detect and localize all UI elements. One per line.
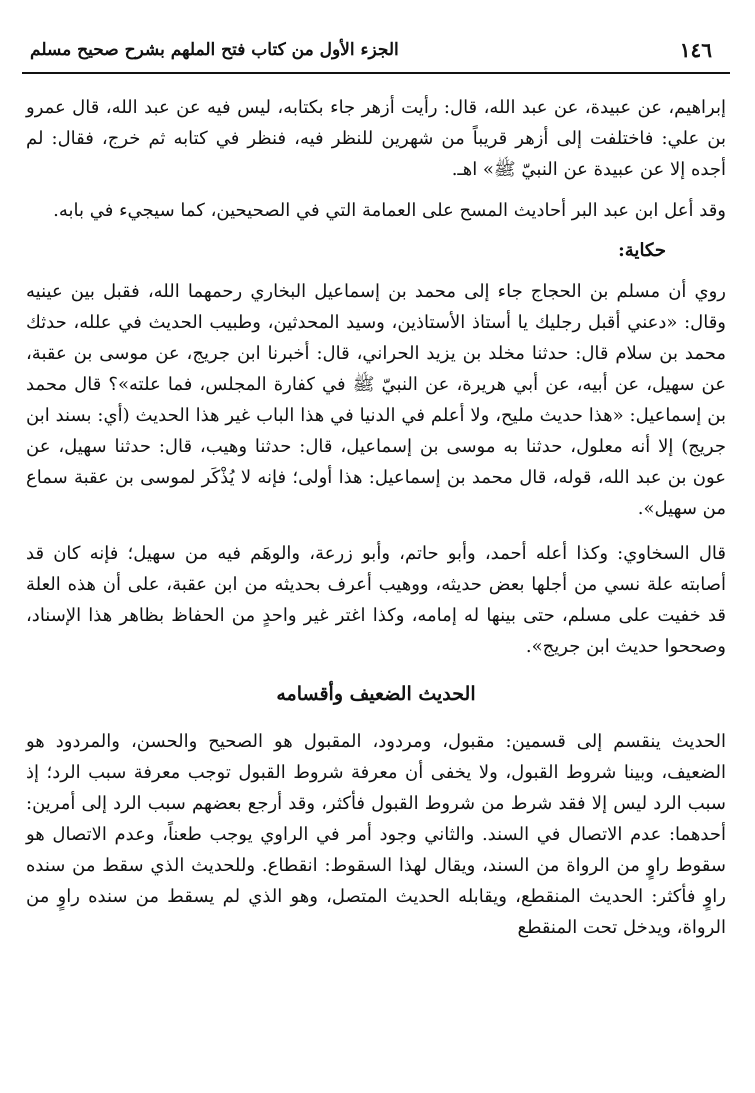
running-header [22, 34, 730, 74]
subheading-story: حكاية: [618, 240, 666, 261]
page-number: ١٤٦ [679, 38, 712, 62]
paragraph-weak-hadith: الحديث ينقسم إلى قسمين: مقبول، ومردود، المقبول هو الصحيح والحسن، والمردود هو الضعيف، وبينا شروط القبول، ولا يخفى أن معرفة شروط القبول توجب معرفة سبب الرد؛ إذ سبب الرد ليس إلا فقد شرط من شروط القبول فأكثر، وقد أرجع بعضهم سبب الرد إلى أمرين: أحدهما: عدم الاتصال في السند. والثاني وجود أمر في الراوي يوجب طعناً، وعدم الاتصال هو سقوط راوٍ من الرواة من السند، ويقال لهذا السقوط: انقطاع. وللحديث الذي سقط من سنده راوٍ فأكثر: الحديث المنقطع، ويقابله الحديث المتصل، وهو الذي لم يسقط من سنده راوٍ من الرواة، ويدخل تحت المنقطع [26, 731, 726, 938]
section-heading: الحديث الضعيف وأقسامه [276, 683, 476, 705]
book-page [22, 34, 730, 1084]
running-title: الجزء الأول من كتاب فتح الملهم بشرح صحيح مسلم [30, 40, 399, 60]
paragraph-story: روي أن مسلم بن الحجاج جاء إلى محمد بن إسماعيل البخاري رحمهما الله، فقبل بين عينيه وقال: «دعني أقبل رجليك يا أستاذ الأستاذين، وسيد المحدثين، وطبيب الحديث في علله، حدثك محمد بن سلام قال: حدثنا مخلد بن يزيد الحراني، قال: أخبرنا ابن جريج، عن موسى بن عقبة، عن سهيل، عن أبيه، عن أبي هريرة، عن النبيّ ﷺ في كفارة المجلس، فما علته»؟ قال محمد بن إسماعيل: «هذا حديث مليح، ولا أعلم في الدنيا في هذا الباب غير هذا الحديث (أي: بسند ابن جريج) إلا أنه معلول، حدثنا به موسى بن إسماعيل، قال: حدثنا وهيب، قال: حدثنا سهيل، عن عون بن عبد الله، قوله، قال محمد بن إسماعيل: هذا أولى؛ فإنه لا يُذْكَر لموسى بن عقبة سماع من سهيل». [26, 281, 726, 519]
paragraph-sakhawi: قال السخاوي: وكذا أعله أحمد، وأبو حاتم، وأبو زرعة، والوهَم فيه من سهيل؛ فإنه كان قد أصابته علة نسي من أجلها بعض حديثه، ووهيب أعرف بحديثه من ابن عقبة، على أن هذه العلة قد خفيت على مسلم، حتى بينها له إمامه، وكذا اغتر غير واحدٍ من الحفاظ بظاهر هذا الإسناد، وصححوا حديث ابن جريج». [26, 543, 726, 657]
paragraph-quote-continuation: إبراهيم، عن عبيدة، عن عبد الله، قال: رأيت أزهر جاء بكتابه، ليس فيه عن عبد الله، قال عمرو بن علي: فاختلفت إلى أزهر قريباً من شهرين للنظر فيه، فنظر في كتابه ثم خرج، فقال: لم أجده إلا عن عبيدة عن النبيّ ﷺ» اهـ. [26, 97, 726, 180]
body-text [22, 92, 730, 943]
paragraph-ibn-abd-al-barr: وقد أعل ابن عبد البر أحاديث المسح على العمامة التي في الصحيحين، كما سيجيء في بابه. [53, 200, 726, 221]
